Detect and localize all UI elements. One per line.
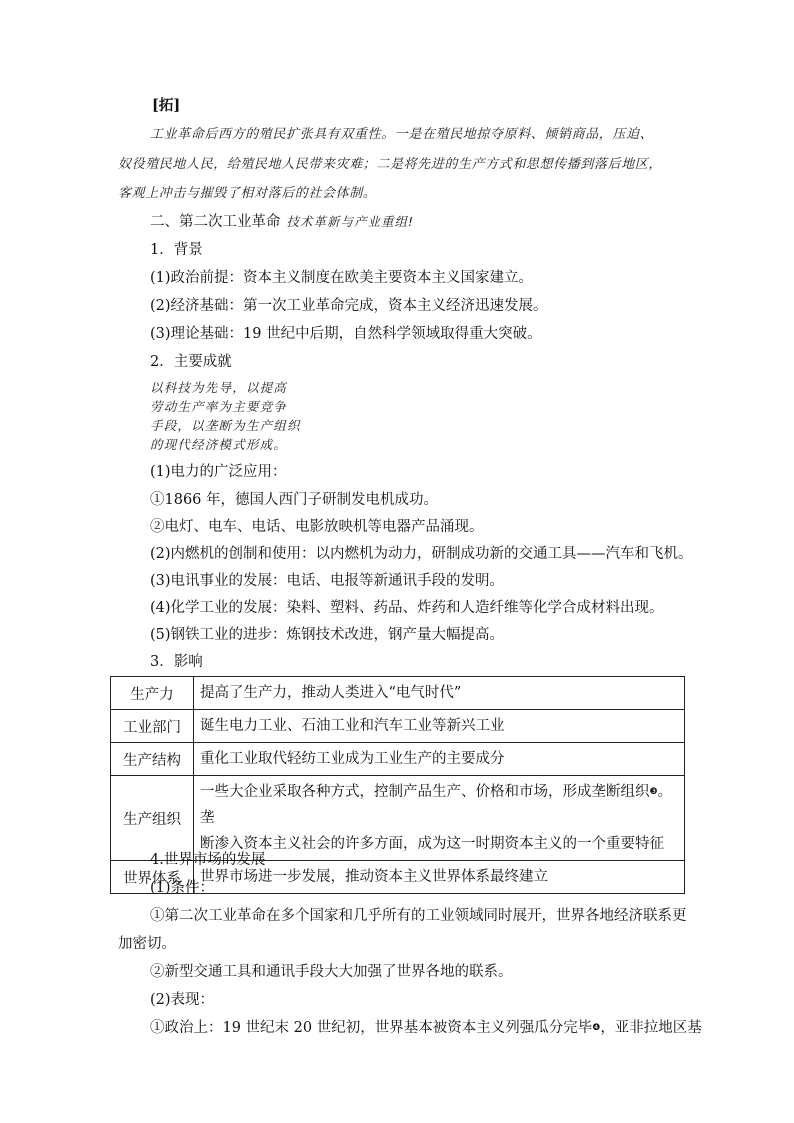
note-line-4: 的现代经济模式形成。 [150,437,288,452]
note-line-3: 手段，以垄断为生产组织 [150,418,301,433]
background-item-1: (1)政治前提：资本主义制度在欧美主要资本主义国家建立。 [150,270,534,286]
market-performance-1-text: ①政治上：19 世纪末 20 世纪初，世界基本被资本主义列强瓜分完毕 [150,1020,593,1036]
achievements-handwritten-note [150,378,301,454]
impact-value-line-1: 一些大企业采取各种方式，控制产品生产、价格和市场，形成垄断组织 [200,784,650,800]
market-condition-2: ②新型交通工具和通讯手段大大加强了世界各地的联系。 [150,964,513,980]
footnote-marker-3: ❸ [649,787,658,797]
achievement-item-4: (2)内燃机的创制和使用：以内燃机为动力，研制成功新的交通工具——汽车和飞机。 [150,546,693,562]
market-heading: 4.世界市场的发展 [150,852,266,868]
table-row [111,776,685,861]
section2-handwritten-note: 技术革新与产业重组! [286,214,415,229]
impact-key: 工业部门 [111,710,194,743]
note-line-2: 劳动生产率为主要竞争 [150,399,288,414]
impact-value: 诞生电力工业、石油工业和汽车工业等新兴工业 [194,710,685,743]
note-line-1: 以科技为先导，以提高 [150,380,288,395]
achievement-item-7: (5)钢铁工业的进步：炼钢技术改进，钢产量大幅提高。 [150,627,505,643]
impact-key: 生产结构 [111,743,194,776]
impact-key: 生产力 [111,677,194,710]
impact-value-line-2: 断渗入资本主义社会的许多方面，成为这一时期资本主义的一个重要特征 [200,836,664,852]
market-performance-heading: (2)表现： [150,992,215,1008]
background-heading: 1．背景 [150,242,203,258]
impact-value: 提高了生产力，推动人类进入“电气时代” [194,677,685,710]
table-row [111,743,685,776]
tuo-line-1: 工业革命后西方的殖民扩张具有双重性。一是在殖民地掠夺原料、倾销商品，压迫、 [150,127,654,142]
footnote-marker-4: ❹ [592,1023,601,1033]
market-performance-1 [150,1018,702,1038]
impact-key: 生产组织 [111,776,194,861]
table-row [111,677,685,710]
table-row [111,710,685,743]
background-item-2: (2)经济基础：第一次工业革命完成，资本主义经济迅速发展。 [150,298,548,314]
market-conditions-heading: (1)条件： [150,880,215,896]
achievement-item-1: (1)电力的广泛应用： [150,464,287,480]
impact-value [194,776,685,861]
impact-value-line-1-tail: 。垄 [200,784,673,826]
market-condition-1b: 加密切。 [118,936,176,952]
tuo-line-3: 客观上冲击与摧毁了相对落后的社会体制。 [118,186,377,201]
market-condition-1a: ①第二次工业革命在多个国家和几乎所有的工业领域同时展开，世界各地经济联系更 [150,908,687,924]
impact-key: 世界体系 [111,861,194,894]
background-item-3: (3)理论基础：19 世纪中后期，自然科学领域取得重大突破。 [150,326,542,342]
achievement-item-5: (3)电讯事业的发展：电话、电报等新通讯手段的发明。 [150,573,505,589]
tuo-line-2: 奴役殖民地人民，给殖民地人民带来灾难；二是将先进的生产方式和思想传播到落后地区， [118,157,663,172]
section2-heading [150,212,414,232]
achievements-heading: 2．主要成就 [150,354,232,370]
impact-heading: 3．影响 [150,654,203,670]
tuo-label: [拓] [152,97,181,114]
market-performance-1-tail: ，亚非拉地区基 [600,1020,702,1036]
section2-title: 二、第二次工业革命 [150,214,281,230]
achievement-item-2: ①1866 年，德国人西门子研制发电机成功。 [150,492,439,508]
impact-value: 世界市场进一步发展，推动资本主义世界体系最终建立 [194,861,685,894]
achievement-item-3: ②电灯、电车、电话、电影放映机等电器产品涌现。 [150,519,484,535]
impact-value: 重化工业取代轻纺工业成为工业生产的主要成分 [194,743,685,776]
achievement-item-6: (4)化学工业的发展：染料、塑料、药品、炸药和人造纤维等化学合成材料出现。 [150,600,664,616]
